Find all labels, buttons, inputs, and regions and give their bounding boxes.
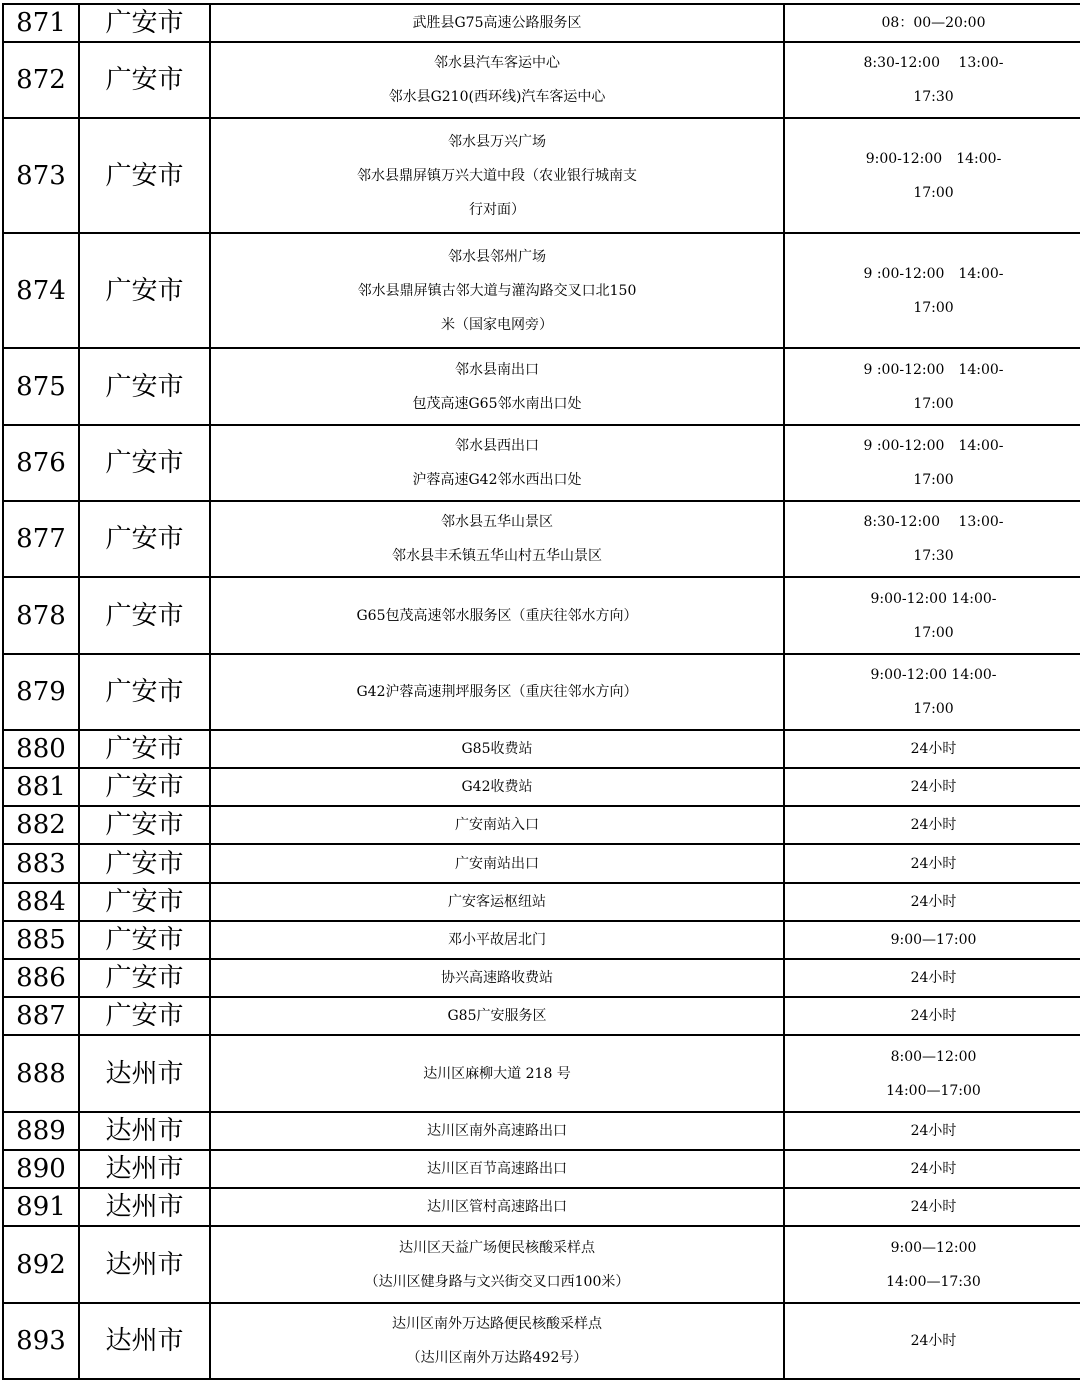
table-row — [3, 997, 1080, 1035]
table-row — [3, 806, 1080, 844]
hours-line: 9:00-12:00 14:00- — [870, 667, 997, 683]
hours-line: 24小时 — [910, 817, 957, 833]
hours-line: 8:00—12:00 — [890, 1048, 977, 1065]
table-row — [3, 1226, 1080, 1303]
row-number: 884 — [3, 883, 79, 921]
hours-line: 9 :00-12:00 14:00- — [863, 361, 1004, 378]
row-number: 876 — [3, 425, 79, 501]
location-cell — [210, 921, 784, 959]
hours-line: 24小时 — [910, 1123, 957, 1139]
hours-line: 8:30-12:00 13:00- — [863, 514, 1004, 530]
location-line: （达川区南外万达路492号） — [406, 1350, 588, 1366]
sampling-site-table-container — [2, 3, 1080, 1380]
location-line: G65包茂高速邻水服务区（重庆往邻水方向） — [356, 607, 638, 624]
hours-cell — [784, 997, 1080, 1035]
city-cell: 达州市 — [79, 1112, 210, 1150]
location-cell — [210, 1226, 784, 1303]
table-row — [3, 233, 1080, 348]
location-line: 邓小平故居北门 — [448, 932, 546, 948]
table-row — [3, 768, 1080, 806]
city-cell: 广安市 — [79, 118, 210, 233]
hours-cell — [784, 42, 1080, 118]
row-number: 886 — [3, 959, 79, 997]
hours-cell — [784, 348, 1080, 425]
city-cell: 广安市 — [79, 501, 210, 577]
hours-line: 9 :00-12:00 14:00- — [863, 265, 1004, 282]
location-line: 邻水县鼎屏镇万兴大道中段（农业银行城南支 — [357, 167, 637, 184]
row-number: 883 — [3, 844, 79, 883]
table-row — [3, 4, 1080, 42]
hours-line: 08：00—20:00 — [881, 15, 986, 31]
location-cell — [210, 4, 784, 42]
city-cell: 达州市 — [79, 1188, 210, 1226]
location-line: 达川区管村高速路出口 — [427, 1199, 567, 1215]
hours-cell — [784, 883, 1080, 921]
hours-line: 24小时 — [910, 855, 957, 872]
location-cell — [210, 959, 784, 997]
row-number: 887 — [3, 997, 79, 1035]
sampling-site-table — [2, 3, 1080, 1380]
city-cell: 广安市 — [79, 921, 210, 959]
location-line: G42沪蓉高速荆坪服务区（重庆往邻水方向） — [356, 684, 638, 700]
row-number: 871 — [3, 4, 79, 42]
location-cell — [210, 1035, 784, 1112]
table-row — [3, 1303, 1080, 1379]
hours-line: 17:00 — [913, 472, 954, 488]
city-cell: 广安市 — [79, 348, 210, 425]
hours-cell — [784, 959, 1080, 997]
hours-line: 24小时 — [910, 1333, 957, 1349]
hours-cell — [784, 1303, 1080, 1379]
location-cell — [210, 118, 784, 233]
location-line: 达川区天益广场便民核酸采样点 — [399, 1239, 595, 1256]
hours-line: 24小时 — [910, 779, 957, 795]
table-row — [3, 42, 1080, 118]
location-line: 达川区百节高速路出口 — [427, 1161, 567, 1177]
location-cell — [210, 883, 784, 921]
location-cell — [210, 425, 784, 501]
location-cell — [210, 1150, 784, 1188]
hours-line: 24小时 — [910, 741, 957, 757]
location-line: 武胜县G75高速公路服务区 — [412, 15, 582, 31]
hours-cell — [784, 577, 1080, 654]
table-row — [3, 577, 1080, 654]
table-row — [3, 1112, 1080, 1150]
hours-line: 24小时 — [910, 894, 957, 910]
location-cell — [210, 806, 784, 844]
hours-cell — [784, 654, 1080, 730]
hours-cell — [784, 844, 1080, 883]
hours-cell — [784, 806, 1080, 844]
hours-line: 24小时 — [910, 1199, 957, 1215]
city-cell: 广安市 — [79, 654, 210, 730]
row-number: 881 — [3, 768, 79, 806]
hours-line: 17:00 — [913, 624, 954, 641]
hours-line: 24小时 — [910, 1008, 957, 1024]
hours-cell — [784, 1150, 1080, 1188]
hours-cell — [784, 118, 1080, 233]
row-number: 878 — [3, 577, 79, 654]
city-cell: 广安市 — [79, 4, 210, 42]
location-line: 邻水县丰禾镇五华山村五华山景区 — [392, 548, 602, 564]
location-line: 广安南站入口 — [455, 817, 539, 833]
city-cell: 广安市 — [79, 233, 210, 348]
hours-line: 9:00—12:00 — [890, 1239, 977, 1256]
row-number: 889 — [3, 1112, 79, 1150]
location-line: 邻水县鼎屏镇古邻大道与灌沟路交叉口北150 — [357, 282, 637, 299]
location-line: 邻水县西出口 — [455, 438, 539, 454]
location-cell — [210, 1112, 784, 1150]
hours-cell — [784, 1226, 1080, 1303]
location-line: G85收费站 — [461, 741, 533, 757]
hours-cell — [784, 730, 1080, 768]
hours-line: 17:00 — [913, 701, 954, 717]
location-line: G85广安服务区 — [447, 1008, 547, 1024]
city-cell: 广安市 — [79, 883, 210, 921]
row-number: 892 — [3, 1226, 79, 1303]
table-row — [3, 1035, 1080, 1112]
hours-line: 9:00-12:00 14:00- — [865, 150, 1002, 167]
hours-line: 24小时 — [910, 970, 957, 986]
location-cell — [210, 233, 784, 348]
hours-line: 17:00 — [913, 299, 954, 316]
table-row — [3, 348, 1080, 425]
location-line: 达川区南外高速路出口 — [427, 1123, 567, 1139]
location-cell — [210, 768, 784, 806]
city-cell: 广安市 — [79, 806, 210, 844]
city-cell: 达州市 — [79, 1035, 210, 1112]
hours-line: 24小时 — [910, 1161, 957, 1177]
hours-line: 17:00 — [913, 184, 954, 201]
hours-cell — [784, 233, 1080, 348]
hours-cell — [784, 4, 1080, 42]
location-line: 沪蓉高速G42邻水西出口处 — [412, 472, 582, 488]
location-cell — [210, 1303, 784, 1379]
row-number: 891 — [3, 1188, 79, 1226]
location-line: 广安南站出口 — [455, 855, 539, 872]
location-line: 米（国家电网旁） — [441, 316, 553, 333]
location-cell — [210, 654, 784, 730]
table-row — [3, 844, 1080, 883]
location-cell — [210, 730, 784, 768]
table-row — [3, 959, 1080, 997]
location-line: 邻水县汽车客运中心 — [434, 55, 560, 71]
location-line: 邻水县万兴广场 — [448, 133, 546, 150]
hours-line: 14:00—17:00 — [886, 1082, 981, 1099]
table-row — [3, 118, 1080, 233]
hours-line: 9:00—17:00 — [890, 932, 977, 948]
row-number: 885 — [3, 921, 79, 959]
row-number: 872 — [3, 42, 79, 118]
hours-cell — [784, 921, 1080, 959]
hours-line: 9:00-12:00 14:00- — [870, 590, 997, 607]
table-row — [3, 730, 1080, 768]
city-cell: 广安市 — [79, 997, 210, 1035]
city-cell: 广安市 — [79, 730, 210, 768]
location-cell — [210, 844, 784, 883]
row-number: 873 — [3, 118, 79, 233]
hours-cell — [784, 1035, 1080, 1112]
row-number: 882 — [3, 806, 79, 844]
hours-line: 14:00—17:30 — [886, 1273, 981, 1290]
table-row — [3, 883, 1080, 921]
location-line: 包茂高速G65邻水南出口处 — [412, 395, 582, 412]
location-cell — [210, 1188, 784, 1226]
row-number: 874 — [3, 233, 79, 348]
location-line: 广安客运枢纽站 — [448, 894, 546, 910]
city-cell: 广安市 — [79, 844, 210, 883]
table-row — [3, 1150, 1080, 1188]
location-line: （达川区健身路与文兴街交叉口西100米） — [364, 1273, 630, 1290]
location-line: 行对面） — [469, 201, 525, 218]
city-cell: 达州市 — [79, 1226, 210, 1303]
table-row — [3, 501, 1080, 577]
city-cell: 广安市 — [79, 577, 210, 654]
hours-line: 9 :00-12:00 14:00- — [863, 438, 1004, 454]
location-line: G42收费站 — [461, 779, 533, 795]
location-line: 达川区南外万达路便民核酸采样点 — [392, 1316, 602, 1332]
table-row — [3, 654, 1080, 730]
city-cell: 广安市 — [79, 425, 210, 501]
location-cell — [210, 501, 784, 577]
location-line: 达川区麻柳大道 218 号 — [423, 1065, 571, 1082]
hours-line: 8:30-12:00 13:00- — [863, 55, 1004, 71]
location-cell — [210, 997, 784, 1035]
hours-cell — [784, 1112, 1080, 1150]
location-line: 邻水县南出口 — [455, 361, 539, 378]
location-line: 邻水县邻州广场 — [448, 248, 546, 265]
location-cell — [210, 42, 784, 118]
location-line: 协兴高速路收费站 — [441, 970, 553, 986]
row-number: 888 — [3, 1035, 79, 1112]
location-line: 邻水县G210(西环线)汽车客运中心 — [388, 89, 606, 105]
row-number: 879 — [3, 654, 79, 730]
hours-cell — [784, 425, 1080, 501]
hours-line: 17:00 — [913, 395, 954, 412]
location-line: 邻水县五华山景区 — [441, 514, 553, 530]
city-cell: 广安市 — [79, 768, 210, 806]
hours-line: 17:30 — [913, 548, 954, 564]
row-number: 890 — [3, 1150, 79, 1188]
hours-line: 17:30 — [913, 89, 954, 105]
table-row — [3, 921, 1080, 959]
location-cell — [210, 577, 784, 654]
table-body — [3, 4, 1080, 1379]
city-cell: 广安市 — [79, 42, 210, 118]
row-number: 877 — [3, 501, 79, 577]
city-cell: 广安市 — [79, 959, 210, 997]
hours-cell — [784, 501, 1080, 577]
hours-cell — [784, 768, 1080, 806]
table-row — [3, 425, 1080, 501]
table-row — [3, 1188, 1080, 1226]
city-cell: 达州市 — [79, 1303, 210, 1379]
row-number: 875 — [3, 348, 79, 425]
row-number: 893 — [3, 1303, 79, 1379]
hours-cell — [784, 1188, 1080, 1226]
location-cell — [210, 348, 784, 425]
row-number: 880 — [3, 730, 79, 768]
city-cell: 达州市 — [79, 1150, 210, 1188]
